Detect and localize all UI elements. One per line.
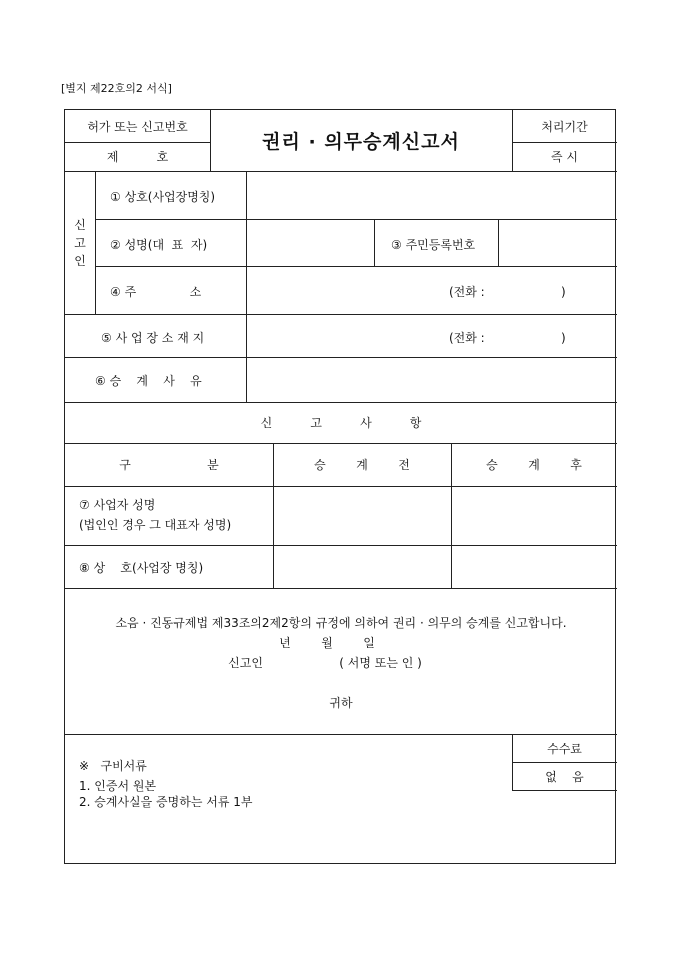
rule — [65, 545, 617, 546]
category-column-header: 구 분 — [119, 458, 219, 472]
rule — [246, 171, 247, 402]
form-code: [별지 제22호의2 서식] — [61, 82, 172, 95]
rule — [65, 588, 617, 589]
rule — [95, 266, 617, 267]
business-location-label: ⑤ 사 업 장 소 재 지 — [101, 331, 205, 345]
declarant-group-char: 인 — [74, 253, 86, 268]
after-succession-header: 승 계 후 — [486, 458, 582, 472]
fee-label: 수수료 — [547, 741, 582, 756]
report-form — [64, 109, 616, 864]
rule — [65, 171, 617, 172]
declaration-date: 년 월 일 — [279, 635, 375, 650]
required-document-item: 1. 인증서 원본 — [79, 779, 157, 793]
required-document-item: 2. 승계사실을 증명하는 서류 1부 — [79, 795, 253, 809]
rule — [95, 171, 96, 314]
rule — [498, 219, 499, 266]
rule — [512, 790, 617, 791]
required-documents-title: ※ 구비서류 — [79, 759, 147, 773]
business-owner-name-label: ⑦ 사업자 성명 — [79, 498, 156, 512]
declaration-statement: 소음 · 진동규제법 제33조의2제2항의 규정에 의하여 권리 · 의무의 승계를 신고합니다. — [115, 615, 567, 630]
declarant-group-char: 신 — [74, 217, 86, 232]
form-title: 권리 · 의무승계신고서 — [262, 131, 460, 153]
declarant-signature-line: 신고인 ( 서명 또는 인 ) — [228, 655, 422, 670]
address-phone: (전화 : ) — [449, 285, 566, 299]
succession-reason-label: ⑥ 승 계 사 유 — [95, 374, 202, 388]
number-label: 제 호 — [106, 150, 169, 164]
rule — [65, 486, 617, 487]
before-succession-header: 승 계 전 — [314, 458, 410, 472]
recipient-label: 귀하 — [329, 695, 353, 710]
fee-value: 없 음 — [545, 769, 584, 784]
processing-period-label: 처리기간 — [541, 119, 588, 134]
trade-name-label: ① 상호(사업장명칭) — [110, 190, 216, 204]
trade-name-row-label: ⑧ 상 호(사업장 명칭) — [79, 561, 204, 575]
rule — [95, 219, 617, 220]
rule — [65, 357, 617, 358]
declarant-group-label — [65, 171, 95, 314]
resident-number-label: ③ 주민등록번호 — [391, 238, 476, 252]
representative-name-label: ② 성명(대 표 자) — [110, 238, 208, 252]
processing-period-value: 즉 시 — [551, 150, 578, 164]
declarant-group-char: 고 — [74, 235, 86, 250]
permit-number-label: 허가 또는 신고번호 — [87, 119, 188, 134]
address-label: ④ 주 소 — [110, 285, 202, 299]
rule — [374, 219, 375, 266]
business-location-phone: (전화 : ) — [449, 331, 566, 345]
rule — [65, 314, 617, 315]
business-owner-name-note: (법인인 경우 그 대표자 성명) — [79, 518, 232, 532]
report-items-header: 신 고 사 항 — [260, 416, 422, 430]
